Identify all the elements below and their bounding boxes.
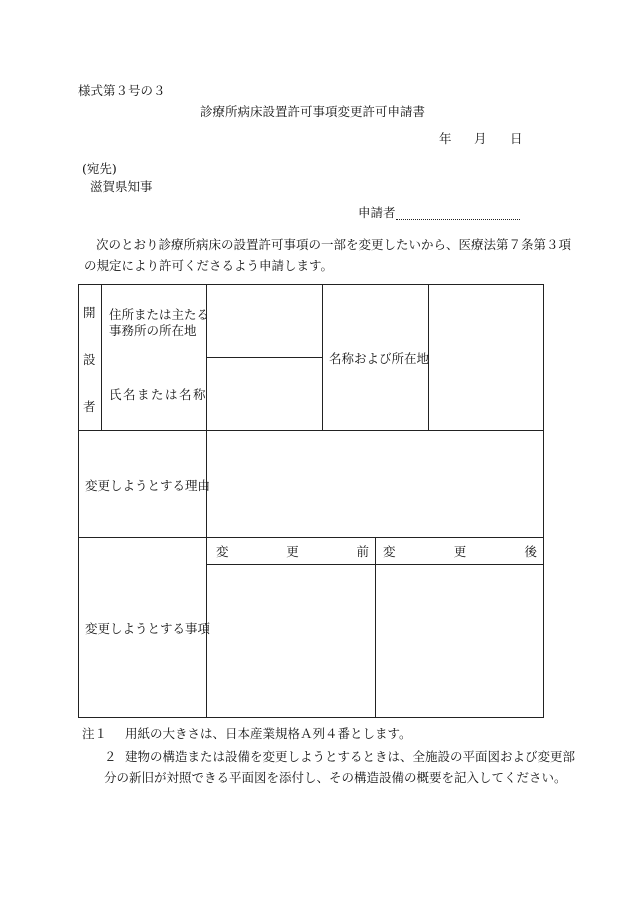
- reason-field[interactable]: [207, 431, 542, 536]
- items-label: 変更しようとする事項: [85, 621, 211, 636]
- body-text-line1: 次のとおり診療所病床の設置許可事項の一部を変更したいから、医療法第７条第３項: [96, 237, 572, 252]
- before-char-2: 更: [286, 544, 299, 559]
- body-text-line2: の規定により許可くださるよう申請します。: [84, 258, 334, 273]
- before-header: [216, 544, 369, 560]
- addressee-label: (宛先): [82, 161, 117, 176]
- date-day: 日: [510, 131, 523, 146]
- date-month: 月: [474, 131, 487, 146]
- before-char-1: 変: [216, 544, 229, 559]
- before-field[interactable]: [207, 566, 374, 716]
- date-year: 年: [439, 131, 452, 146]
- facility-field[interactable]: [429, 286, 542, 429]
- name-label: 氏名または名称: [109, 387, 208, 402]
- founder-char-3: 者: [83, 399, 96, 414]
- addressee: 滋賀県知事: [90, 179, 153, 194]
- after-char-3: 後: [524, 544, 537, 559]
- after-field[interactable]: [376, 566, 542, 716]
- application-form-table: [78, 284, 544, 718]
- reason-label: 変更しようとする理由: [85, 478, 211, 493]
- address-label-line2: 事務所の所在地: [109, 323, 197, 338]
- founder-char-1: 開: [83, 305, 96, 320]
- note2-line2: 分の新旧が対照できる平面図を添付し、その構造設備の概要を記入してください。: [104, 770, 567, 785]
- form-number: 様式第３号の３: [78, 83, 166, 98]
- document-title: 診療所病床設置許可事項変更許可申請書: [200, 104, 426, 119]
- founder-address-field[interactable]: [207, 286, 321, 356]
- note1-text: 用紙の大きさは、日本産業規格Ａ列４番とします。: [125, 726, 412, 741]
- applicant-field[interactable]: [396, 205, 520, 220]
- note2-number: ２: [104, 749, 117, 764]
- before-char-3: 前: [356, 544, 369, 559]
- founder-char-2: 設: [83, 352, 96, 367]
- after-header: [383, 544, 537, 560]
- applicant-label: 申請者: [358, 205, 396, 220]
- after-char-1: 変: [383, 544, 396, 559]
- founder-name-field[interactable]: [207, 359, 321, 429]
- note1-number: 注１: [82, 726, 108, 741]
- facility-label: 名称および所在地: [329, 351, 430, 366]
- address-label-line1: 住所または主たる: [109, 307, 210, 322]
- after-char-2: 更: [453, 544, 467, 559]
- note2-line1: 建物の構造または設備を変更しようとするときは、全施設の平面図および変更部: [125, 749, 576, 764]
